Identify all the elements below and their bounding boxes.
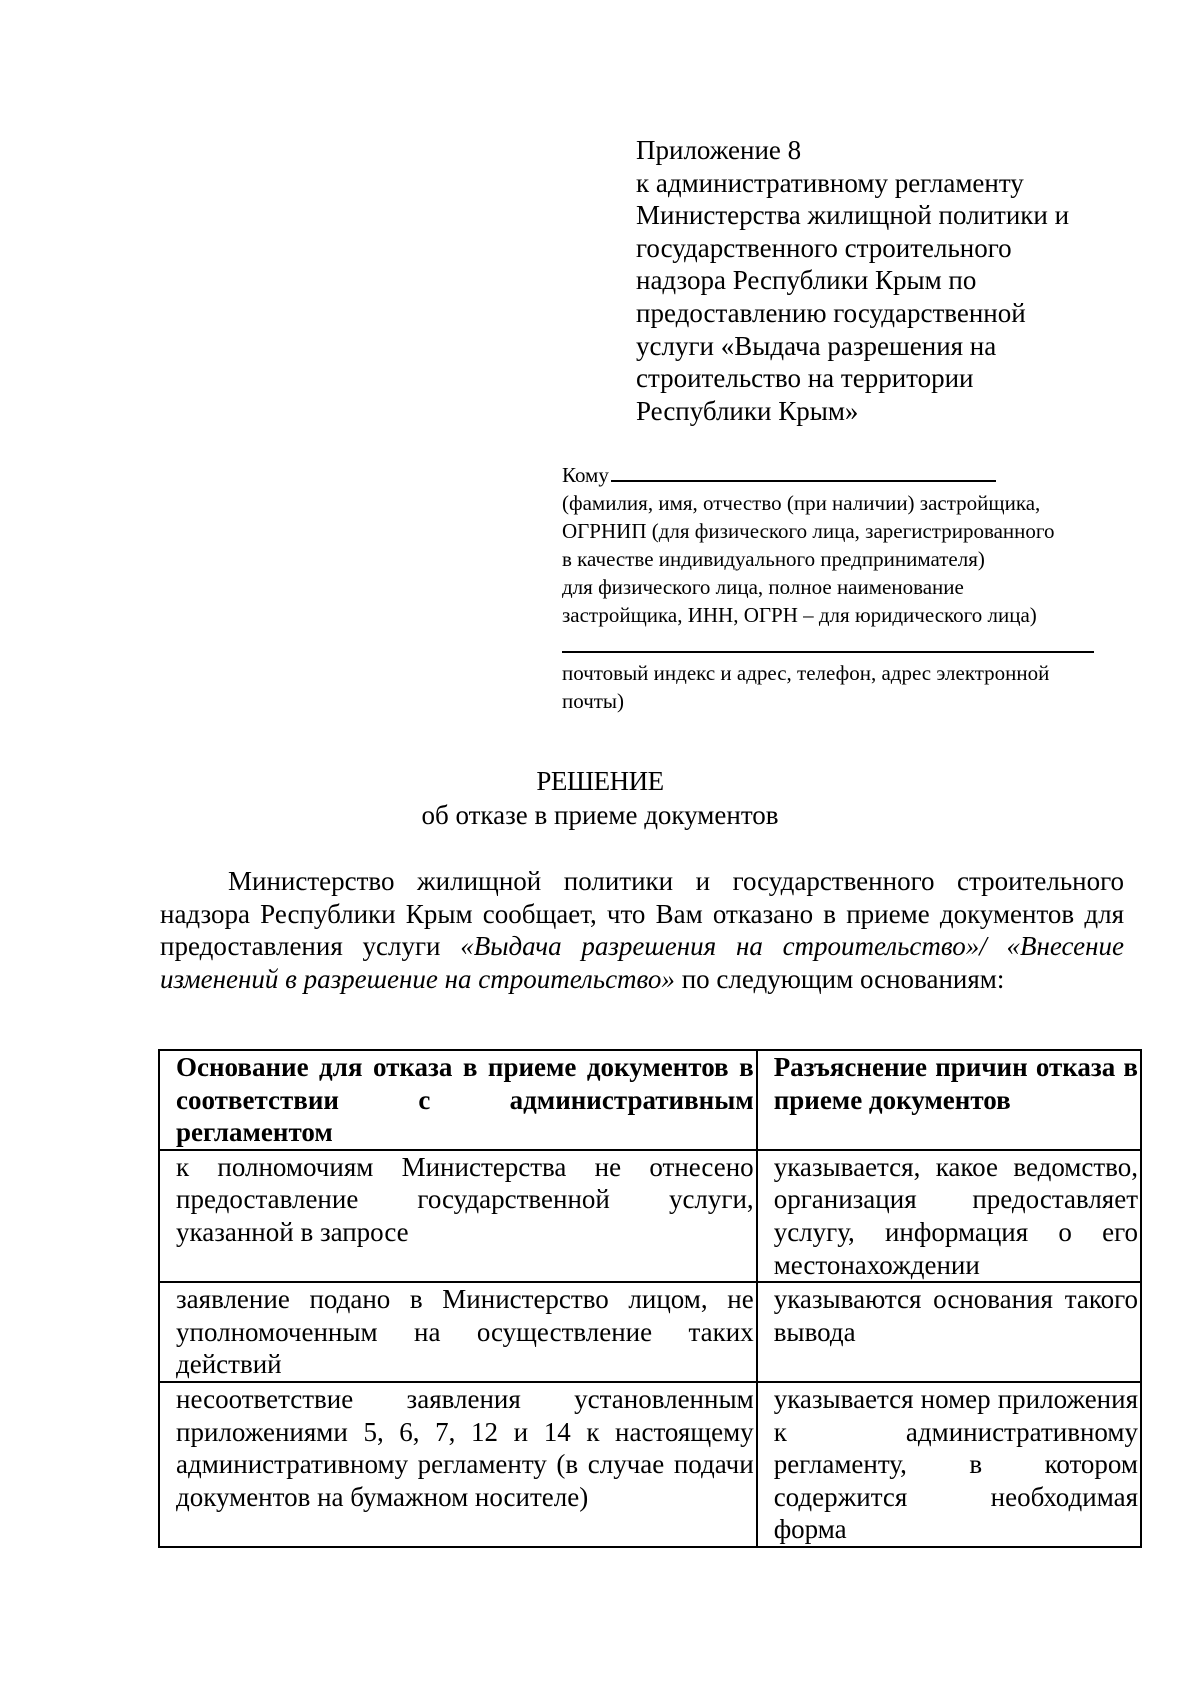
recipient-note-line: ОГРНИП (для физического лица, зарегистрированного	[562, 519, 1055, 543]
recipient-note-line: застройщика, ИНН, ОГРН – для юридического лица)	[562, 603, 1037, 627]
document-title: РЕШЕНИЕ	[536, 766, 664, 796]
appendix-line: предоставлению государственной	[636, 297, 1026, 328]
cell-reason: несоответствие заявления установленным приложениями 5, 6, 7, 12 и 14 к настоящему административному регламенту (в случае подачи документов на бумажном носителе)	[159, 1382, 757, 1547]
appendix-header	[636, 134, 1136, 427]
cell-explanation: указывается, какое ведомство, организация предоставляет услугу, информация о его местонахождении	[757, 1150, 1141, 1282]
table-row	[159, 1150, 1141, 1282]
recipient-address-line: почтовый индекс и адрес, телефон, адрес электронной	[562, 661, 1050, 685]
recipient-to-row	[562, 460, 1142, 489]
table-row	[159, 1282, 1141, 1382]
recipient-address-line: почты)	[562, 689, 625, 713]
cell-explanation: указывается номер приложения к административному регламенту, в котором содержится необходимая форма	[757, 1382, 1141, 1547]
appendix-line: услуги «Выдача разрешения на	[636, 330, 997, 361]
header-explanation: Разъяснение причин отказа в приеме документов	[757, 1050, 1141, 1150]
recipient-note-line: (фамилия, имя, отчество (при наличии) застройщика,	[562, 491, 1041, 515]
recipient-to-label: Кому	[562, 463, 609, 487]
address-blank-line	[562, 651, 1094, 653]
appendix-line: строительство на территории	[636, 363, 974, 394]
refusal-reasons-table	[158, 1049, 1142, 1548]
appendix-line: надзора Республики Крым по	[636, 265, 977, 296]
appendix-line: к административному регламенту	[636, 167, 1024, 198]
table-row	[159, 1382, 1141, 1547]
recipient-note-line: для физического лица, полное наименование	[562, 575, 964, 599]
cell-reason: заявление подано в Министерство лицом, не уполномоченным на осуществление таких действий	[159, 1282, 757, 1382]
appendix-line: Приложение 8	[636, 135, 802, 165]
body-text-after: по следующим основаниям:	[674, 963, 1005, 994]
cell-explanation: указываются основания такого вывода	[757, 1282, 1141, 1382]
body-service-name: «Выдача разрешения на строительство»/ «Внесение изменений в разрешение на строительство»	[160, 931, 1125, 994]
appendix-line: Республики Крым»	[636, 395, 859, 426]
body-paragraph	[160, 865, 1124, 995]
cell-reason: к полномочиям Министерства не отнесено предоставление государственной услуги, указанной в запросе	[159, 1150, 757, 1282]
recipient-to-blank-line	[611, 460, 996, 482]
header-reason: Основание для отказа в приеме документов в соответствии с административным регламентом	[159, 1050, 757, 1150]
recipient-note-line: в качестве индивидуального предпринимателя)	[562, 547, 985, 571]
document-subtitle: об отказе в приеме документов	[421, 800, 779, 830]
recipient-block	[562, 460, 1142, 715]
appendix-line: Министерства жилищной политики и	[636, 200, 1070, 231]
table-header-row	[159, 1050, 1141, 1150]
body-text-before: Министерство жилищной политики и государственного строительного надзора Республики Крым сообщает, что Вам отказано в приеме документов для предоставления услуги	[160, 866, 1124, 962]
appendix-line: государственного строительного	[636, 232, 1012, 263]
